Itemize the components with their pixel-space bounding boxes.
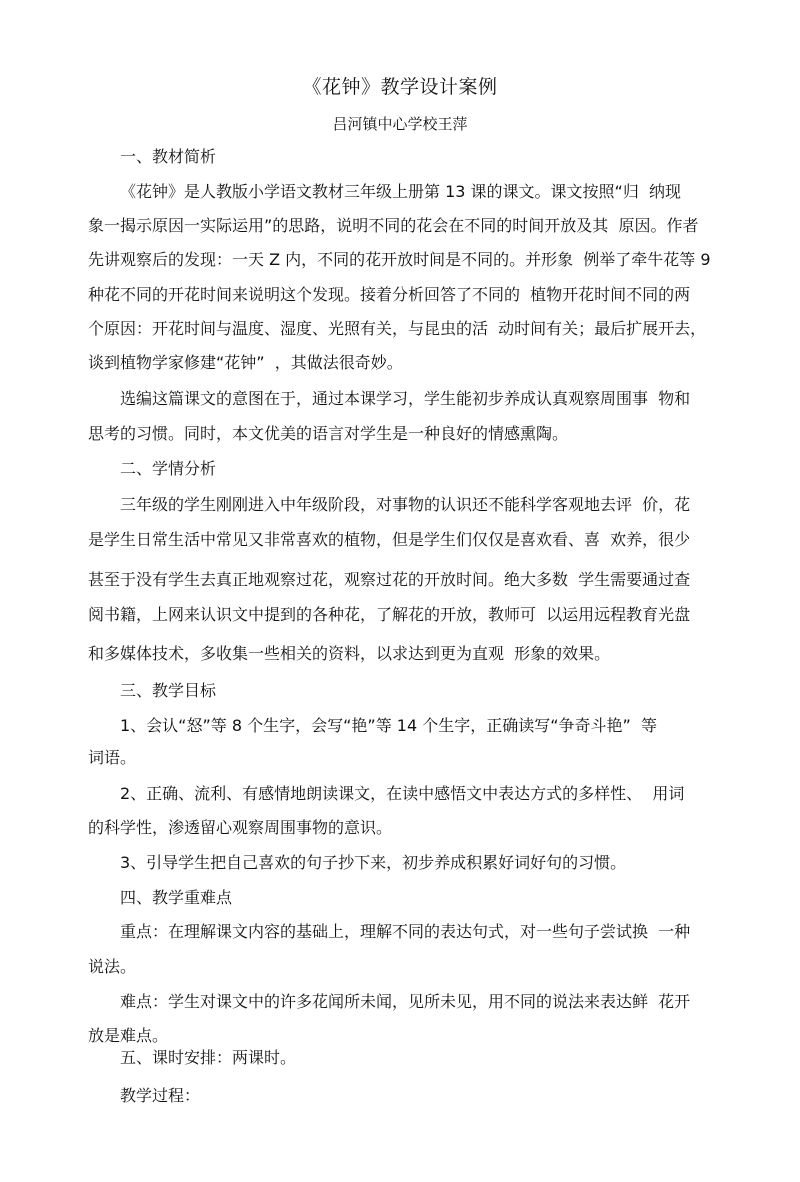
paragraph-line: 个原因：开花时间与温度、湿度、光照有关，与昆虫的活 动时间有关；最后扩展开去， [88, 319, 707, 338]
section-heading: 二、学情分析 [120, 459, 217, 478]
section-heading: 一、教材简析 [120, 147, 217, 166]
paragraph-line: 词语。 [88, 748, 137, 767]
paragraph-line: 和多媒体技术，多收集一些相关的资料，以求达到更为直观 形象的效果。 [88, 644, 611, 663]
paragraph-line: 种花不同的开花时间来说明这个发现。接着分析回答了不同的 植物开花时间不同的两 [88, 285, 691, 304]
paragraph-line: 3、引导学生把自己喜欢的句子抄下来，初步养成积累好词好句的习惯。 [120, 853, 627, 872]
paragraph-line: 甚至于没有学生去真正地观察过花，观察过花的开放时间。绝大多数 学生需要通过查 [88, 570, 691, 589]
paragraph-line: 教学过程： [120, 1086, 201, 1105]
paragraph-line: 《花钟》是人教版小学语文教材三年级上册第 13 课的课文。课文按照“归 纳现 [120, 182, 681, 201]
paragraph-line: 思考的习惯。同时，本文优美的语言对学生是一种良好的情感熏陶。 [88, 424, 569, 443]
section-heading: 四、教学重难点 [120, 888, 233, 907]
paragraph-line: 谈到植物学家修建“花钟” ，其做法很奇妙。 [88, 353, 403, 372]
paragraph-line: 重点：在理解课文内容的基础上，理解不同的表达句式，对一些句子尝试换 一种 [120, 922, 691, 941]
document-title: 《花钟》教学设计案例 [302, 76, 498, 98]
paragraph-line: 阅书籍，上网来认识文中提到的各种花，了解花的开放，教师可 以运用远程教育光盘 [88, 605, 691, 624]
paragraph-line: 五、课时安排：两课时。 [120, 1048, 297, 1067]
paragraph-line: 象一揭示原因一实际运用”的思路，说明不同的花会在不同的时间开放及其 原因。作者 [88, 216, 699, 235]
paragraph-line: 放是难点。 [88, 1026, 169, 1045]
paragraph-line: 是学生日常生活中常见又非常喜欢的植物，但是学生们仅仅是喜欢看、喜 欢养，很少 [88, 530, 691, 549]
document-author: 吕河镇中心学校王萍 [332, 115, 468, 133]
paragraph-line: 难点：学生对课文中的许多花闻所未闻，见所未见，用不同的说法来表达鲜 花开 [120, 992, 691, 1011]
paragraph-line: 1、会认“怒”等 8 个生字，会写“艳”等 14 个生字，正确读写“争奇斗艳” 等 [120, 716, 657, 735]
paragraph-line: 三年级的学生刚刚进入中年级阶段，对事物的认识还不能科学客观地去评 价，花 [120, 495, 691, 514]
paragraph-line: 2、正确、流利、有感情地朗读课文，在读中感悟文中表达方式的多样性、 用词 [120, 784, 685, 803]
paragraph-line: 的科学性，渗透留心观察周围事物的意识。 [88, 818, 393, 837]
section-heading: 三、教学目标 [120, 681, 217, 700]
paragraph-line: 选编这篇课文的意图在于，通过本课学习，学生能初步养成认真观察周围事 物和 [120, 389, 691, 408]
paragraph-line: 先讲观察后的发现：一天 Z 内，不同的花开放时间是不同的。并形象 例举了牵牛花等 9 [88, 250, 711, 269]
paragraph-line: 说法。 [88, 957, 137, 976]
